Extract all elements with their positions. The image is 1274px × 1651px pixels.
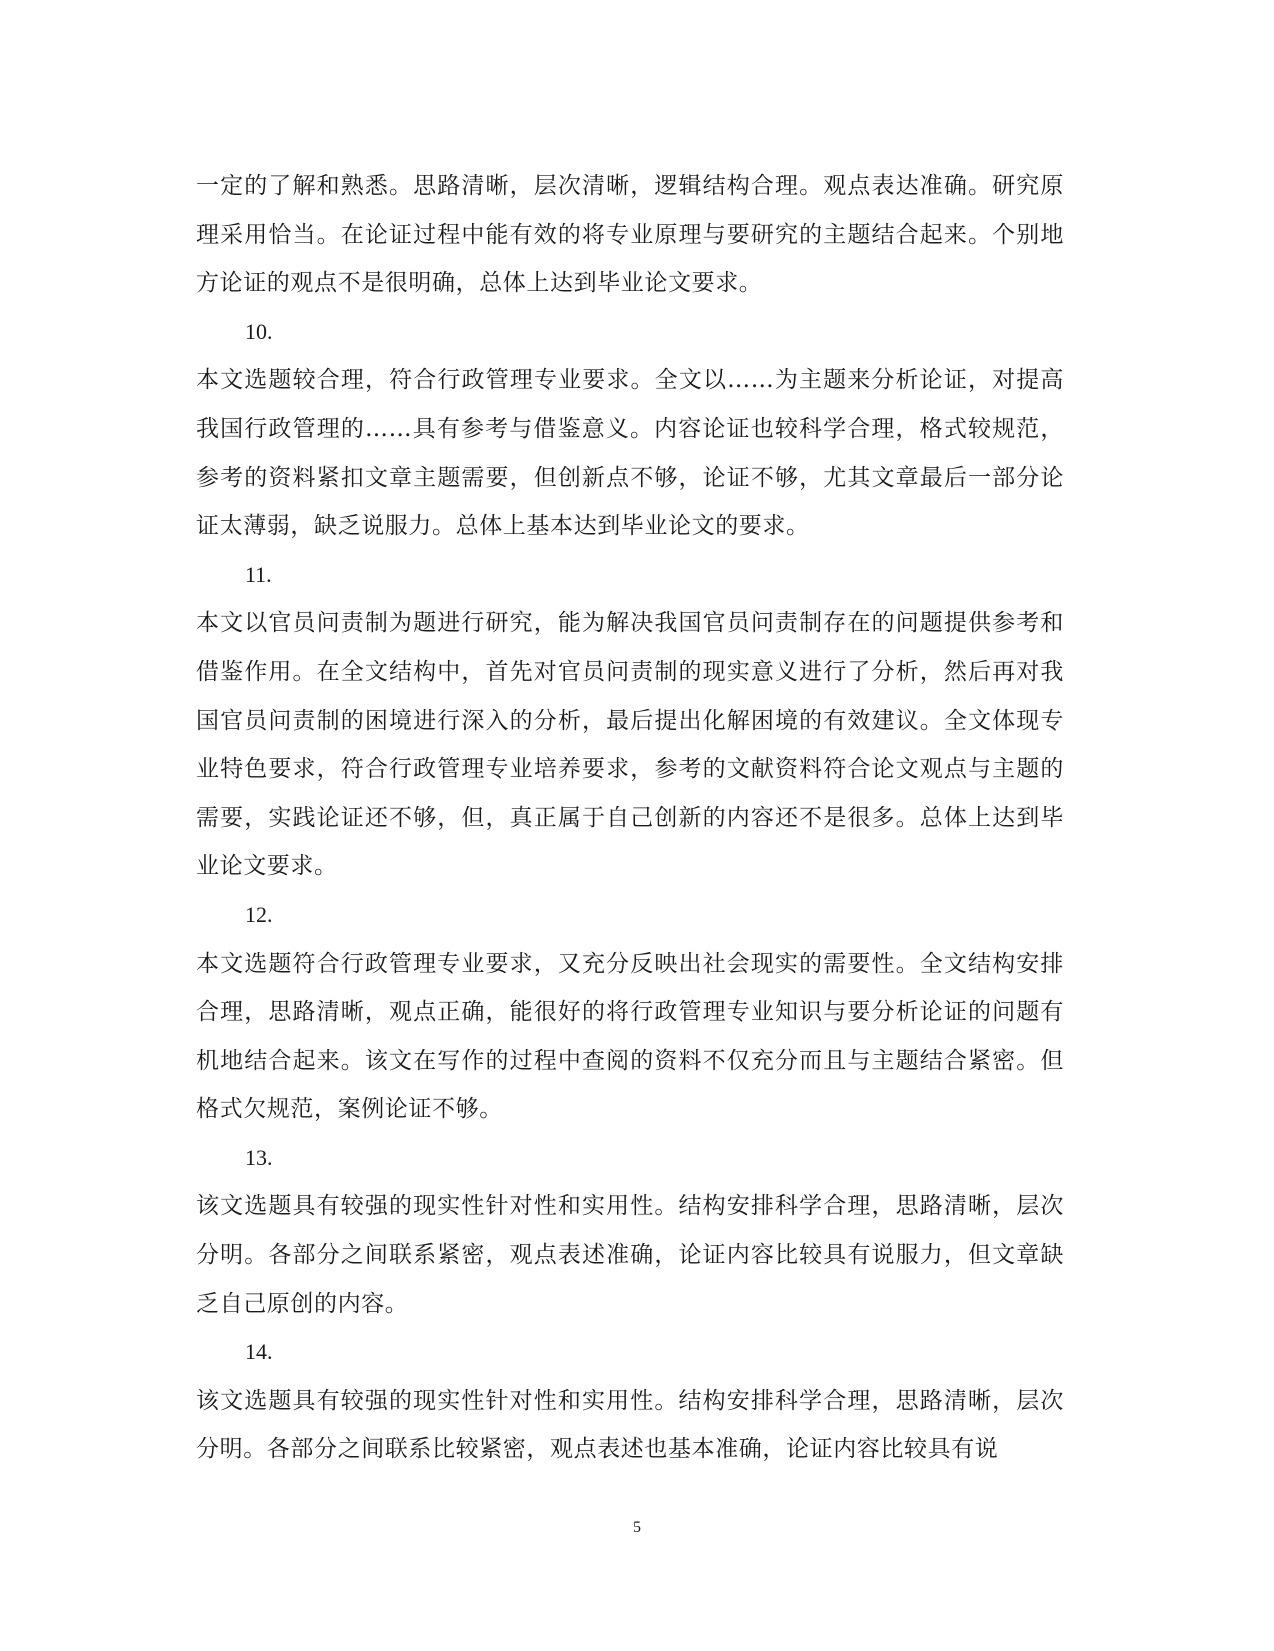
item-number-14: 14. xyxy=(245,1339,273,1365)
page-body xyxy=(196,162,1064,1474)
paragraph-item-11: 本文以官员问责制为题进行研究，能为解决我国官员问责制存在的问题提供参考和借鉴作用。在全文结构中，首先对官员问责制的现实意义进行了分析，然后再对我国官员问责制的困境进行深入的分析，最后提出化解困境的有效建议。全文体现专业特色要求，符合行政管理专业培养要求，参考的文献资料符合论文观点与主题的需要，实践论证还不够，但，真正属于自己创新的内容还不是很多。总体上达到毕业论文要求。 xyxy=(196,610,1064,880)
item-number-12: 12. xyxy=(245,901,273,927)
item-number-11: 11. xyxy=(245,561,272,587)
paragraph-continued: 一定的了解和熟悉。思路清晰，层次清晰，逻辑结构合理。观点表达准确。研究原理采用恰当。在论证过程中能有效的将专业原理与要研究的主题结合起来。个别地方论证的观点不是很明确，总体上达到毕业论文要求。 xyxy=(196,173,1064,297)
item-number-13: 13. xyxy=(245,1144,273,1170)
paragraph-item-10: 本文选题较合理，符合行政管理专业要求。全文以……为主题来分析论证，对提高我国行政管理的……具有参考与借鉴意义。内容论证也较科学合理，格式较规范，参考的资料紧扣文章主题需要，但创新点不够，论证不够，尤其文章最后一部分论证太薄弱，缺乏说服力。总体上基本达到毕业论文的要求。 xyxy=(196,367,1064,540)
item-number-10: 10. xyxy=(245,318,273,344)
paragraph-item-13: 该文选题具有较强的现实性针对性和实用性。结构安排科学合理，思路清晰，层次分明。各部分之间联系紧密，观点表述准确，论证内容比较具有说服力，但文章缺乏自己原创的内容。 xyxy=(196,1193,1064,1317)
page-number: 5 xyxy=(633,1519,641,1536)
paragraph-item-12: 本文选题符合行政管理专业要求，又充分反映出社会现实的需要性。全文结构安排合理，思路清晰，观点正确，能很好的将行政管理专业知识与要分析论证的问题有机地结合起来。该文在写作的过程中查阅的资料不仅充分而且与主题结合紧密。但格式欠规范，案例论证不够。 xyxy=(196,950,1064,1123)
paragraph-item-14: 该文选题具有较强的现实性针对性和实用性。结构安排科学合理，思路清晰，层次分明。各部分之间联系比较紧密，观点表述也基本准确，论证内容比较具有说 xyxy=(196,1387,1064,1463)
